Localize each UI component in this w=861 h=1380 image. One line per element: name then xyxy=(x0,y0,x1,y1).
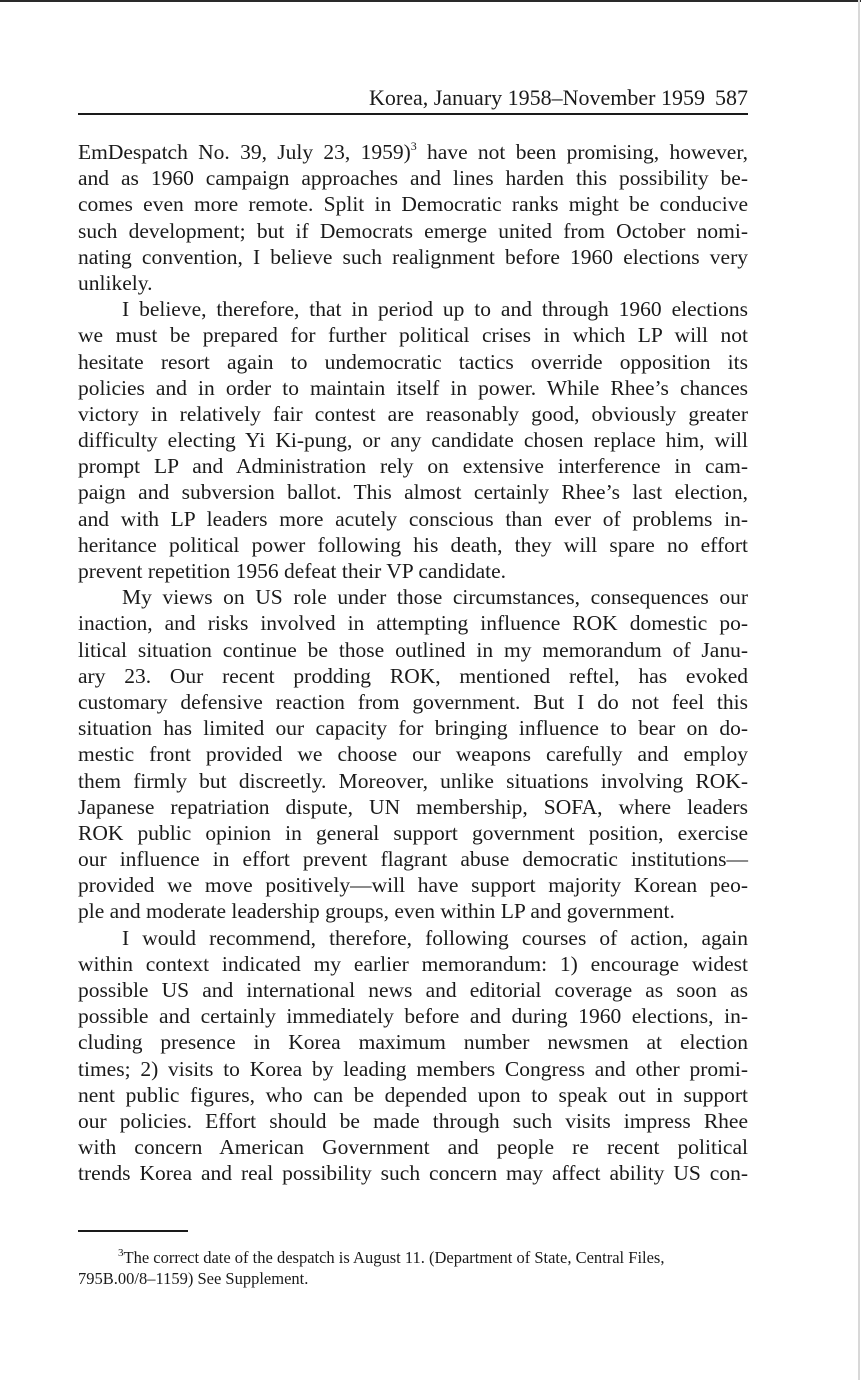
text-line: within context indicated my earlier memorandum: 1) encourage widest xyxy=(78,951,748,976)
text-line: nating convention, I believe such realignment before 1960 elections very xyxy=(78,244,748,269)
text-line: them firmly but discreetly. Moreover, unlike situations involving ROK- xyxy=(78,768,748,793)
paragraph-1 xyxy=(78,139,748,296)
footnote-line: 795B.00/8–1159) See Supplement. xyxy=(78,1269,309,1288)
text-line: ary 23. Our recent prodding ROK, mentioned reftel, has evoked xyxy=(78,663,748,688)
text-line: possible US and international news and editorial coverage as soon as xyxy=(78,978,748,1002)
footnote-marker: 3 xyxy=(118,1247,124,1259)
text-line: prompt LP and Administration rely on extensive interference in cam- xyxy=(78,454,748,479)
page-top-edge xyxy=(0,0,861,2)
page-number: 587 xyxy=(715,85,748,110)
text-line: mestic front provided we choose our weapons carefully and employ xyxy=(78,742,748,767)
text-line: litical situation continue be those outlined in my memorandum of Janu- xyxy=(78,637,748,662)
footnote-ref: 3 xyxy=(410,139,417,153)
text-line: heritance political power following his death, they will spare no effort xyxy=(78,532,748,557)
paragraph-4 xyxy=(78,925,748,1187)
text-line: victory in relatively fair contest are reasonably good, obviously greater xyxy=(78,401,748,426)
running-title: Korea, January 1958–November 1959 xyxy=(368,85,705,110)
text-line: I believe, therefore, that in period up to and through 1960 elections xyxy=(122,297,748,322)
text-line: customary defensive reaction from government. But I do not feel this xyxy=(78,689,748,714)
text-line: comes even more remote. Split in Democratic ranks might be conducive xyxy=(78,192,748,217)
text-line: nent public figures, who can be depended upon to speak out in support xyxy=(78,1082,748,1107)
text-line: situation has limited our capacity for bringing influence to bear on do- xyxy=(78,716,748,741)
text-line: unlikely. xyxy=(78,270,153,295)
text-line: and as 1960 campaign approaches and lines harden this possibility be- xyxy=(78,166,748,191)
text-line: difficulty electing Yi Ki-pung, or any candidate chosen replace him, will xyxy=(78,428,748,453)
header-rule xyxy=(78,113,748,115)
text-line: ple and moderate leadership groups, even within LP and government. xyxy=(78,899,675,924)
text-line: and with LP leaders more acutely conscious than ever of problems in- xyxy=(78,506,748,531)
text-line: such development; but if Democrats emerge united from October nomi- xyxy=(78,218,748,243)
footnote-line: $^3$The correct date of the despatch is August 11. (Department of State, Central Files, xyxy=(118,1247,665,1267)
footnote-rule xyxy=(78,1230,188,1232)
text-line: possible and certainly immediately before and during 1960 elections, in- xyxy=(78,1004,748,1029)
text-line: cluding presence in Korea maximum number newsmen at election xyxy=(78,1030,748,1055)
text-line: ROK public opinion in general support government position, exercise xyxy=(78,820,748,845)
paragraph-3 xyxy=(78,584,748,924)
text-line: our influence in effort prevent flagrant abuse democratic institutions— xyxy=(78,847,748,872)
page-right-edge xyxy=(858,0,860,1380)
running-head xyxy=(78,84,748,112)
text-line: inaction, and risks involved in attempting influence ROK domestic po- xyxy=(78,611,748,636)
text-line: I would recommend, therefore, following courses of action, again xyxy=(122,925,748,950)
text-line: with concern American Government and people re recent political xyxy=(78,1135,748,1160)
text-line: Japanese repatriation dispute, UN membership, SOFA, where leaders xyxy=(78,794,748,819)
text-line: provided we move positively—will have support majority Korean peo- xyxy=(78,873,748,898)
paragraph-2 xyxy=(78,296,748,584)
text-line: policies and in order to maintain itself in power. While Rhee’s chances xyxy=(78,375,748,400)
text-line: we must be prepared for further political crises in which LP will not xyxy=(78,323,748,348)
body-text xyxy=(78,139,748,1187)
text-line: prevent repetition 1956 defeat their VP candidate. xyxy=(78,559,507,583)
text-line: EmDespatch No. 39, July 23, 1959)$^3$ have not been promising, however, xyxy=(78,139,748,164)
text-line: our policies. Effort should be made through such visits impress Rhee xyxy=(78,1108,748,1133)
text-line: paign and subversion ballot. This almost certainly Rhee’s last election, xyxy=(78,480,748,505)
text-line: hesitate resort again to undemocratic tactics override opposition its xyxy=(78,349,748,374)
text-line: My views on US role under those circumstances, consequences our xyxy=(122,585,748,610)
text-line: trends Korea and real possibility such concern may affect ability US con- xyxy=(78,1161,748,1186)
text-line: times; 2) visits to Korea by leading members Congress and other promi- xyxy=(78,1056,748,1081)
footnote xyxy=(78,1247,748,1289)
